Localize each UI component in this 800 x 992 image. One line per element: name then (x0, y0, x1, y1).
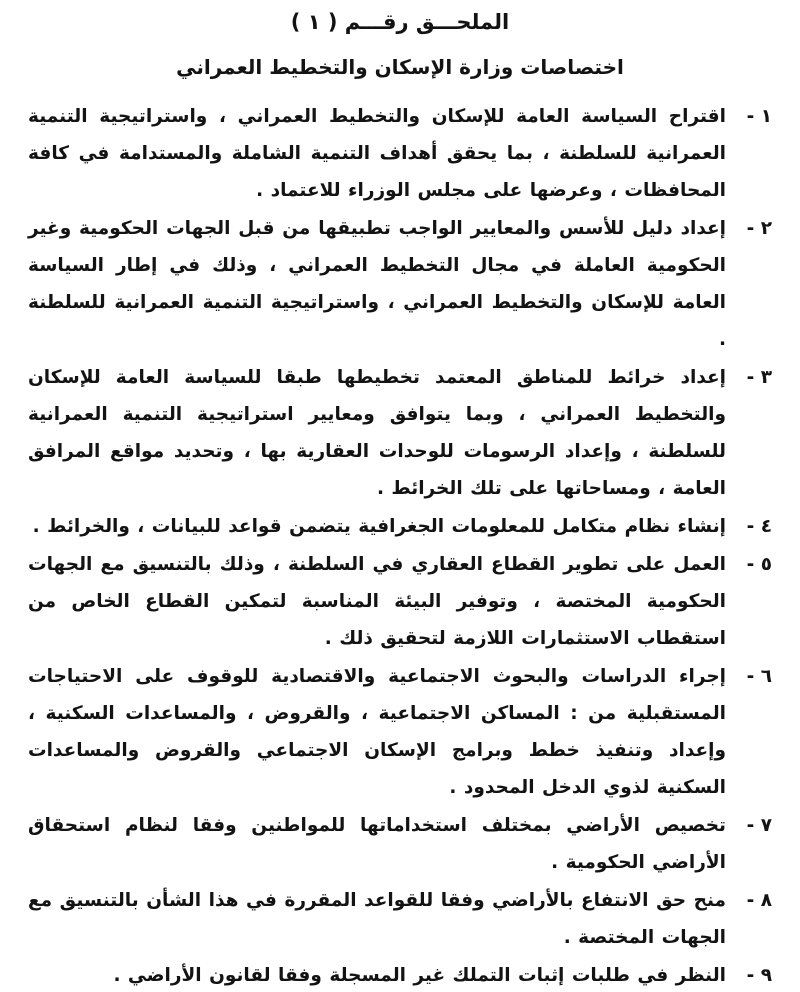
item-number: ٤ - (746, 516, 772, 537)
list-item (28, 210, 772, 358)
item-number: ٨ - (746, 890, 772, 911)
item-number: ٦ - (746, 666, 772, 687)
item-text: إعداد خرائط للمناطق المعتمد تخطيطها طبقا للسياسة العامة للإسكان والتخطيط العمراني ، وبما يتوافق ومعايير استراتيجية التنمية العمرانية للسلطنة ، وإعداد الرسومات للوحدات العقارية بها ، وتحديد مواقع المرافق العامة ، ومساحاتها على تلك الخرائط . (28, 367, 726, 499)
item-text: إجراء الدراسات والبحوث الاجتماعية والاقتصادية للوقوف على الاحتياجات المستقبلية من : المساكن الاجتماعية ، والقروض ، والمساعدات السكنية ، وإعداد وتنفيذ خطط وبرامج الإسكان الاجتماعي والقروض والمساعدات السكنية لذوي الدخل المحدود . (28, 666, 726, 798)
list-item (28, 658, 772, 806)
list-item (28, 98, 772, 209)
items-list (28, 98, 772, 992)
item-text: إعداد دليل للأسس والمعايير الواجب تطبيقها من قبل الجهات الحكومية وغير الحكومية العاملة في مجال التخطيط العمراني ، وذلك في إطار السياسة العامة للإسكان والتخطيط العمراني ، واستراتيجية التنمية العمرانية للسلطنة . (28, 218, 726, 350)
item-number: ٢ - (746, 218, 772, 239)
item-text: النظر في طلبات إثبات التملك غير المسجلة وفقا لقانون الأراضي . (113, 965, 726, 986)
page-title: الملحـــق رقـــم ( ١ ) (290, 10, 510, 34)
list-item (28, 807, 772, 881)
page-subtitle: اختصاصات وزارة الإسكان والتخطيط العمراني (176, 55, 624, 79)
item-number: ٥ - (746, 554, 772, 575)
list-item (28, 882, 772, 956)
list-item (28, 957, 772, 992)
item-text: تخصيص الأراضي بمختلف استخداماتها للمواطنين وفقا لنظام استحقاق الأراضي الحكومية . (28, 815, 726, 873)
item-number: ٧ - (746, 815, 772, 836)
list-item (28, 546, 772, 657)
item-number: ٣ - (746, 367, 772, 388)
item-number: ٩ - (746, 965, 772, 986)
item-number: ١ - (746, 106, 772, 127)
item-text: العمل على تطوير القطاع العقاري في السلطنة ، وذلك بالتنسيق مع الجهات الحكومية المختصة ، وتوفير البيئة المناسبة لتمكين القطاع الخاص من استقطاب الاستثمارات اللازمة لتحقيق ذلك . (28, 554, 726, 649)
list-item (28, 359, 772, 507)
list-item (28, 508, 772, 545)
item-text: منح حق الانتفاع بالأراضي وفقا للقواعد المقررة في هذا الشأن بالتنسيق مع الجهات المختصة . (28, 890, 726, 948)
item-text: اقتراح السياسة العامة للإسكان والتخطيط العمراني ، واستراتيجية التنمية العمرانية للسلطنة ، بما يحقق أهداف التنمية الشاملة والمستدامة في كافة المحافظات ، وعرضها على مجلس الوزراء للاعتماد . (28, 106, 726, 201)
item-text: إنشاء نظام متكامل للمعلومات الجغرافية يتضمن قواعد للبيانات ، والخرائط . (32, 516, 726, 537)
